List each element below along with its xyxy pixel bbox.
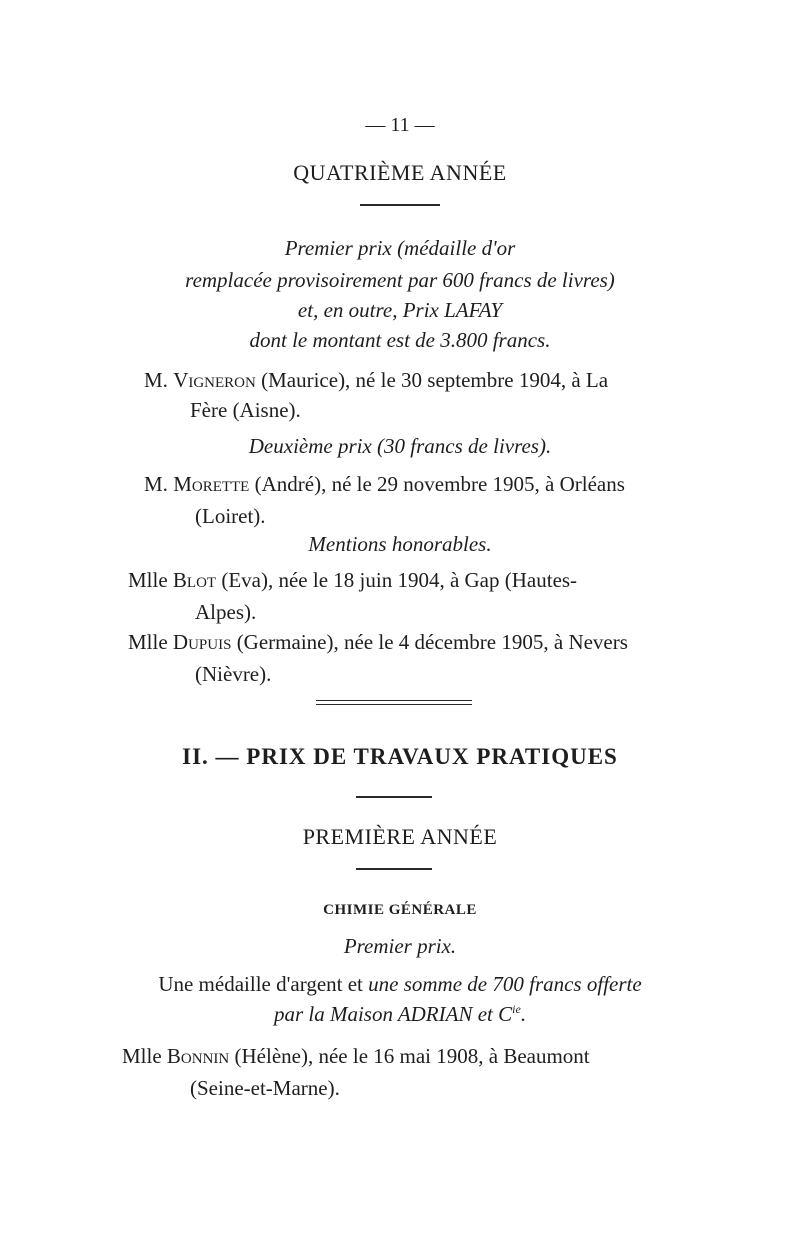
winner-surname: Morette [173, 472, 250, 496]
medal-donor: par la Maison ADRIAN et C [273, 1002, 513, 1026]
medal-line-1 [0, 972, 800, 997]
page-number: — 11 — [365, 114, 435, 136]
award-line-2: remplacée provisoirement par 600 francs de livres) [185, 268, 615, 292]
award-line-4: dont le montant est de 3.800 francs. [249, 328, 551, 352]
winner-title: M. [144, 472, 168, 496]
medal-sum-text: une somme de 700 francs offerte [368, 972, 642, 996]
winner-details: (André), né le 29 novembre 1905, à Orléans [254, 472, 625, 496]
section-title-travaux-pratiques: II. — PRIX DE TRAVAUX PRATIQUES [182, 744, 618, 769]
subject-chimie-generale: CHIMIE GÉNÉRALE [323, 902, 477, 918]
mention-title: Mlle [128, 630, 168, 654]
winner-details: (Hélène), née le 16 mai 1908, à Beaumont [234, 1044, 590, 1068]
winner-details-continued: (Loiret). [195, 504, 266, 528]
section-divider [356, 796, 432, 798]
mention-entry-dupuis [128, 630, 628, 655]
mention-surname: Dupuis [172, 630, 232, 654]
section-title-quatrieme-annee: QUATRIÈME ANNÉE [293, 160, 507, 185]
winner-entry-bonnin [122, 1044, 590, 1069]
mention-title: Mlle [128, 568, 168, 592]
winner-details: (Maurice), né le 30 septembre 1904, à La [261, 368, 609, 392]
medal-text: Une médaille d'argent et [158, 972, 369, 996]
subtitle-premiere-annee: PREMIÈRE ANNÉE [302, 824, 498, 849]
award-line-3: et, en outre, Prix LAFAY [297, 298, 503, 322]
mentions-heading: Mentions honorables. [308, 532, 492, 556]
second-prize-heading: Deuxième prix (30 francs de livres). [248, 434, 552, 458]
winner-title: M. [144, 368, 168, 392]
medal-donor-end: . [520, 1002, 527, 1026]
mention-details: (Eva), née le 18 juin 1904, à Gap (Hautes- [221, 568, 578, 592]
section-divider [356, 868, 432, 870]
mention-surname: Blot [172, 568, 217, 592]
winner-entry-vigneron [144, 368, 608, 393]
medal-line-2 [0, 1002, 800, 1027]
mention-details-continued: Alpes). [195, 600, 257, 624]
section-divider [360, 204, 440, 206]
first-prize-heading: Premier prix. [343, 934, 457, 958]
mention-details-continued: (Nièvre). [195, 662, 272, 686]
winner-details-continued: (Seine-et-Marne). [190, 1076, 340, 1100]
winner-entry-morette [144, 472, 625, 497]
mention-details: (Germaine), née le 4 décembre 1905, à Nevers [236, 630, 628, 654]
winner-title: Mlle [122, 1044, 162, 1068]
award-line-1: Premier prix (médaille d'or [284, 236, 516, 260]
mention-entry-blot [128, 568, 577, 593]
double-rule-divider [316, 700, 472, 705]
winner-surname: Bonnin [166, 1044, 230, 1068]
winner-details-continued: Fère (Aisne). [190, 398, 301, 422]
medal-donor-superscript: ie [512, 1002, 521, 1016]
winner-surname: Vigneron [173, 368, 256, 392]
